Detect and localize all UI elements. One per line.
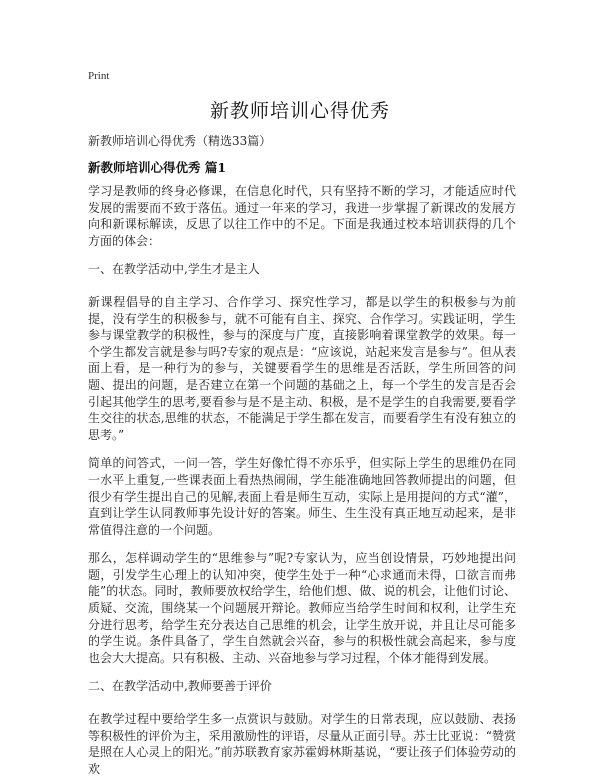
document-body bbox=[88, 183, 516, 776]
document-title: 新教师培训心得优秀 bbox=[209, 100, 390, 122]
paragraph-intro: 学习是教师的终身必修课，在信息化时代，只有坚持不断的学习，才能适应时代发展的需要而不致于落伍。通过一年来的学习，我进一步掌握了新课改的发展方向和新课标解读，反思了以往工作中的不足。下面是我通过校本培训获得的几个方面的体会： bbox=[88, 184, 516, 248]
section-heading: 新教师培训心得优秀 篇1 bbox=[88, 160, 227, 175]
paragraph-thinking-participation: 那么，怎样调动学生的“思维参与”呢?专家认为，应当创设情景，巧妙地提出问题，引发学生心理上的认知冲突，使学生处于一种“心求通而未得，口欲言而弗能”的状态。同时，教师要放权给学生，给他们想、做、说的机会，让他们讨论、质疑、交流，围绕某一个问题展开辩论。教师应当给学生时间和权利，让学生充分进行思考，给学生充分表达自己思维的机会，让学生放开说，并且让尽可能多的学生说。条件具备了，学生自然就会兴奋，参与的积极性就会高起来，参与度也会大大提高。只有积极、主动、兴奋地参与学习过程，个体才能得到发展。 bbox=[88, 551, 516, 665]
heading-teacher-evaluation: 二、在教学活动中,教师要善于评价 bbox=[88, 679, 272, 694]
paragraph-question-answer: 简单的问答式，一问一答，学生好像忙得不亦乐乎，但实际上学生的思维仍在同一水平上重复,一些课表面上看热热闹闹，学生能准确地回答教师提出的问题，但很少有学生提出自己的见解,表面上看是师生互动，实际上是用提问的方式“灌”，直到让学生认同教师事先设计好的答案。师生、生生没有真正地互动起来，是非常值得注意的一个问题。 bbox=[88, 456, 516, 537]
paragraph-encouragement: 在教学过程中要给学生多一点赏识与鼓励。对学生的日常表现，应以鼓励、表扬等积极性的评价为主，采用激励性的评语，尽量从正面引导。苏士比亚说：“赞赏是照在人心灵上的阳光。”前苏联教育家苏霍姆林斯基说，“要让孩子们体验劳动的欢 bbox=[88, 712, 516, 776]
heading-students-are-masters: 一、在教学活动中,学生才是主人 bbox=[88, 262, 260, 277]
document-subtitle: 新教师培训心得优秀（精选33篇） bbox=[88, 134, 272, 148]
print-label: Print bbox=[88, 70, 110, 82]
paragraph-participation: 新课程倡导的自主学习、合作学习、探究性学习，都是以学生的积极参与为前提，没有学生的积极参与，就不可能有自主、探究、合作学习。实践证明，学生参与课堂教学的积极性，参与的深度与广度，直接影响着课堂教学的效果。每一个学生都发言就是参与吗?专家的观点是：“应该说，站起来发言是参与”。但从表面上看，是一种行为的参与，关键要看学生的思维是否活跃，学生所回答的问题、提出的问题，是否建立在第一个问题的基础之上，每一个学生的发言是否会引起其他学生的思考,要看参与是不是主动、积极，是不是学生的自我需要,要看学生交往的状态,思维的状态，不能满足于学生都在发言，而要看学生有没有独立的思考。” bbox=[88, 294, 516, 442]
